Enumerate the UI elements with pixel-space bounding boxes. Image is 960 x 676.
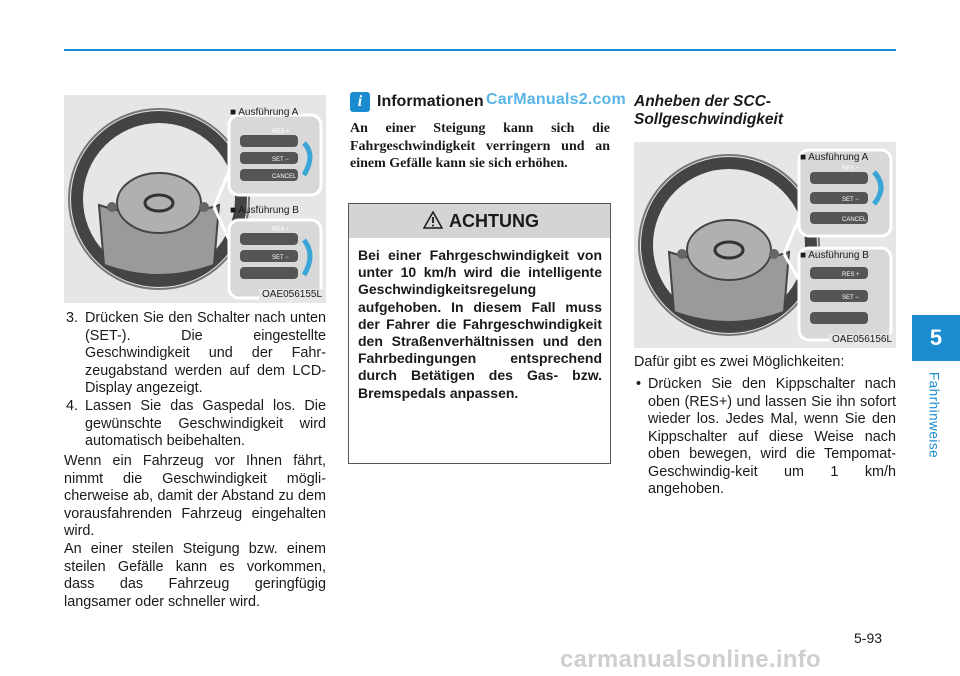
figure-code: OAE056156L [829, 334, 895, 345]
step-number: 3. [66, 310, 79, 326]
steering-wheel-illustration [634, 142, 896, 348]
chapter-tab[interactable]: 5 [912, 315, 960, 361]
figure-code: OAE056155L [259, 289, 325, 300]
caution-title: ACHTUNG [449, 211, 539, 231]
res-switch-label-b: RES + [842, 272, 860, 278]
step-4 [66, 398, 326, 454]
variant-a-label: ■ Ausführung A [800, 152, 869, 163]
res-switch-label-b: RES + [272, 227, 290, 233]
bullet-item [636, 376, 896, 496]
chapter-label [924, 370, 944, 460]
paragraph-slope: An einer steilen Steigung bzw. einem steilen Gefälle kann es vorkommen, dass das Fahrzeug geringfügig langsamer oder schneller wird. [64, 541, 326, 610]
info-text: An einer Steigung kann sich die Fahrgeschwindigkeit verringern und an einem Gefälle kann sie sich erhöhen. [350, 121, 610, 171]
set-switch-label-a: SET − [842, 197, 859, 203]
step-text: Drücken Sie den Schalter nach unten (SET-). Die eingestellte Geschwindigkeit und der Fahr-zeugabstand werden auf dem LCD-Display angezeigt. [85, 310, 326, 396]
chapter-title: Fahrhinweise [926, 371, 942, 459]
bullet-text: Drücken Sie den Kippschalter nach oben (RES+) und lassen Sie ihn sofort wieder los. Jedes Mal, wenn Sie den Kippschalter auf diese Weise nach oben bewegen, wird die Tempomat-Geschwindig-keit um 1 km/h angehoben. [648, 376, 896, 497]
steering-wheel-figure-right [634, 142, 896, 348]
steering-wheel-illustration [64, 95, 326, 303]
info-title: Informationen [377, 93, 484, 110]
section-title-line1: Anheben der SCC- [634, 93, 771, 110]
caution-text: Bei einer Fahrgeschwindigkeit von unter 10 km/h wird die intelligente Geschwindigkeitsregelung aufgehoben. In diesem Fall muss der Fahrer die Fahrgeschwindigkeit den Straßenverhältnissen und den Fahrbedingungen entsprechend durch Betätigen des Gas- bzw. Bremspedals anpassen. [358, 247, 602, 401]
res-switch-label-a: RES + [272, 129, 290, 135]
set-switch-label-b: SET − [842, 295, 859, 301]
paragraph-distance: Wenn ein Fahrzeug vor Ihnen fährt, nimmt die Geschwindigkeit mögli-cherweise ab, damit der Abstand zu dem vorausfahrenden Fahrzeug eingehalten wird. [64, 453, 326, 539]
variant-a-label: ■ Ausführung A [230, 107, 299, 118]
watermark-top[interactable]: CarManuals2.com [486, 91, 626, 108]
page-number: 5-93 [854, 630, 883, 646]
steering-wheel-figure-left [64, 95, 326, 303]
info-icon: i [350, 92, 370, 112]
section-title-line2: Sollgeschwindigkeit [634, 111, 783, 128]
variant-b-label: ■ Ausführung B [800, 250, 869, 261]
warning-triangle-icon [423, 211, 443, 229]
section-intro: Dafür gibt es zwei Möglichkeiten: [634, 354, 845, 370]
step-number: 4. [66, 398, 79, 414]
set-switch-label-b: SET − [272, 255, 289, 261]
set-switch-label-a: SET − [272, 157, 289, 163]
res-switch-label-a: RES + [842, 166, 860, 172]
step-text: Lassen Sie das Gaspedal los. Die gewünschte Geschwindigkeit wird automatisch beibehalten. [85, 398, 326, 449]
caution-box [348, 203, 611, 464]
section-title [634, 93, 783, 129]
watermark-bottom[interactable]: carmanualsonline.info [560, 646, 822, 673]
caution-header [349, 204, 610, 238]
step-3 [66, 310, 326, 400]
variant-b-label: ■ Ausführung B [230, 205, 299, 216]
cancel-switch-label-a: CANCEL [272, 174, 297, 180]
cancel-switch-label-a: CANCEL [842, 217, 867, 223]
bullet-marker: • [636, 376, 642, 392]
top-rule [64, 49, 896, 51]
